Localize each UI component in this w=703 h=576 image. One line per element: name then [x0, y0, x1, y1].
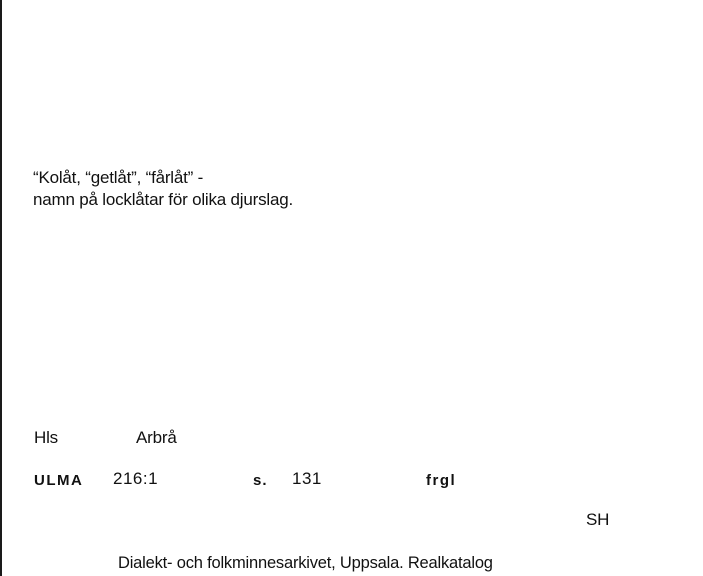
card-title-line-1: “Kolåt, “getlåt”, “fårlåt” - — [33, 168, 204, 187]
archive-number: 216:1 — [113, 469, 159, 488]
page-number: 131 — [292, 469, 322, 488]
region-code: Hls — [34, 428, 58, 447]
page-label: s. — [253, 472, 268, 489]
card-left-edge — [0, 0, 2, 576]
record-type: frgl — [426, 472, 457, 489]
card-footer: Dialekt- och folkminnesarkivet, Uppsala. Realkatalog — [118, 554, 493, 572]
place-name: Arbrå — [136, 428, 177, 447]
recorder-initials: SH — [586, 510, 610, 529]
card-title-line-2: namn på locklåtar för olika djurslag. — [33, 190, 294, 209]
archive-label: ULMA — [34, 472, 84, 489]
